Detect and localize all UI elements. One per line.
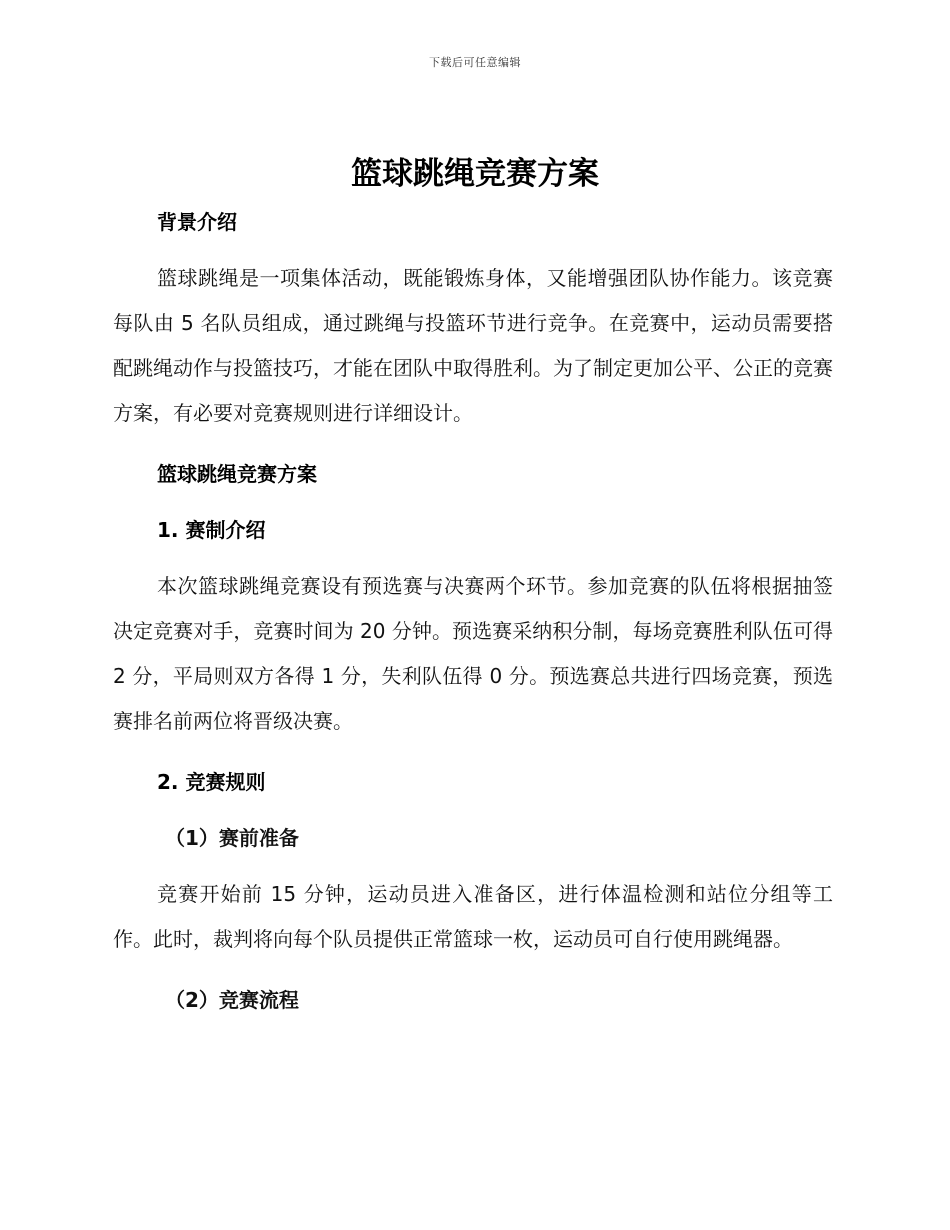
- prep-subheading: （1）赛前准备: [165, 826, 299, 850]
- prep-paragraph: 竞赛开始前 15 分钟，运动员进入准备区，进行体温检测和站位分组等工作。此时，裁判将向每个队员提供正常篮球一枚，运动员可自行使用跳绳器。: [113, 882, 833, 951]
- plan-heading: 篮球跳绳竞赛方案: [157, 462, 317, 486]
- format-heading: 1. 赛制介绍: [157, 518, 266, 542]
- process-subheading: （2）竞赛流程: [165, 988, 299, 1012]
- rules-heading: 2. 竞赛规则: [157, 770, 266, 794]
- document-body: [113, 204, 833, 1018]
- background-paragraph: 篮球跳绳是一项集体活动，既能锻炼身体，又能增强团队协作能力。该竞赛每队由 5 名队员组成，通过跳绳与投篮环节进行竞争。在竞赛中，运动员需要搭配跳绳动作与投篮技巧，才能在团队中取得胜利。为了制定更加公平、公正的竞赛方案，有必要对竞赛规则进行详细设计。: [113, 266, 833, 425]
- background-heading: 背景介绍: [157, 210, 237, 234]
- header-note: 下载后可任意编辑: [429, 56, 521, 69]
- document-title: 篮球跳绳竞赛方案: [351, 156, 599, 192]
- format-paragraph: 本次篮球跳绳竞赛设有预选赛与决赛两个环节。参加竞赛的队伍将根据抽签决定竞赛对手，竞赛时间为 20 分钟。预选赛采纳积分制，每场竞赛胜利队伍可得 2 分，平局则双方各得 1 分，失利队伍得 0 分。预选赛总共进行四场竞赛，预选赛排名前两位将晋级决赛。: [113, 574, 833, 733]
